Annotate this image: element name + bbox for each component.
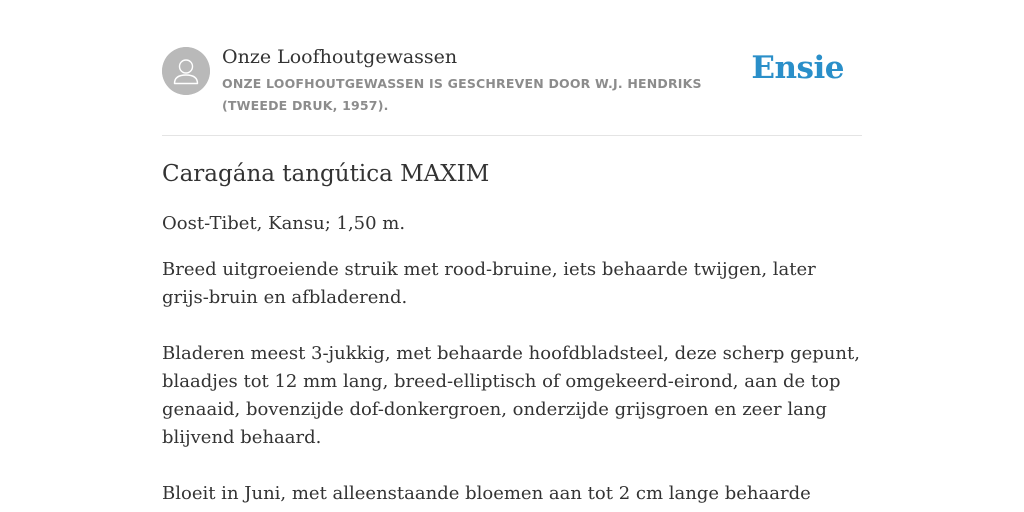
- author-description: ONZE LOOFHOUTGEWASSEN IS GESCHREVEN DOOR W.J. HENDRIKS (TWEEDE DRUK, 1957).: [222, 76, 702, 113]
- ensie-logo[interactable]: Ensie: [751, 50, 844, 86]
- article-paragraph: Bloeit in Juni, met alleenstaande bloemen aan tot 2 cm lange behaarde: [162, 483, 811, 504]
- article-paragraph: Breed uitgroeiende struik met rood-bruine, iets behaarde twijgen, later grijs-bruin en afbladerend.: [162, 259, 816, 308]
- user-silhouette-icon: [162, 47, 210, 95]
- author-avatar[interactable]: [162, 47, 210, 95]
- article: [162, 158, 862, 508]
- article-paragraph: Bladeren meest 3-jukkig, met behaarde hoofdbladsteel, deze scherp gepunt, blaadjes tot 12 mm lang, breed-elliptisch of omgekeerd-eirond, aan de top genaaid, bovenzijde dof-donkergroen, onderzijde grijsgroen en zeer lang blijvend behaard.: [162, 343, 860, 448]
- header-divider: [162, 135, 862, 136]
- author-name[interactable]: Onze Loofhoutgewassen: [222, 46, 458, 68]
- article-subtitle: Oost-Tibet, Kansu; 1,50 m.: [162, 213, 406, 234]
- author-header: [162, 46, 862, 116]
- article-title: Caragána tangútica MAXIM: [162, 161, 490, 187]
